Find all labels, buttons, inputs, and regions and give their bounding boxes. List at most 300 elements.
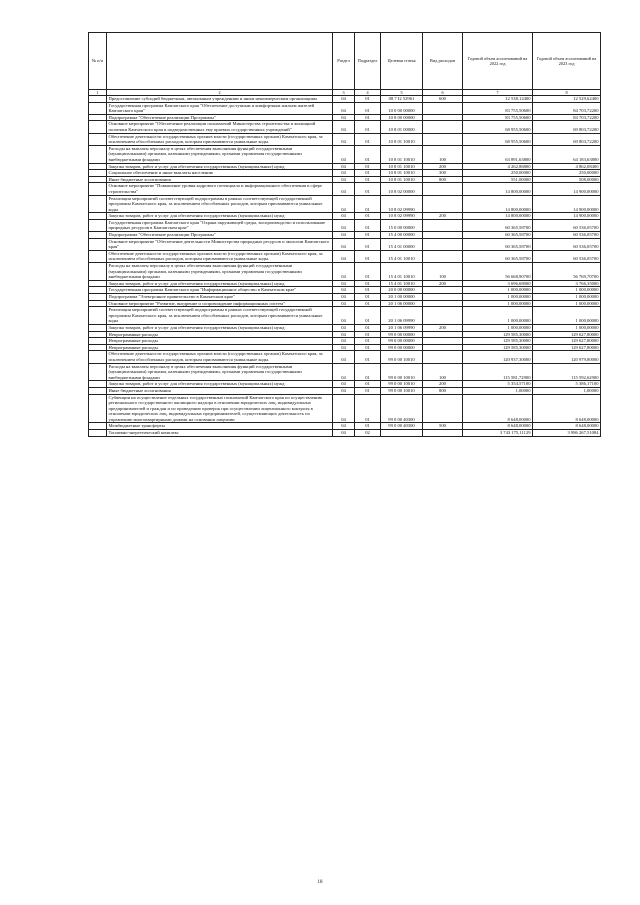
row-article-cell: 99 0 00 10010: [381, 363, 423, 381]
row-volume-2022-cell: 129 585,30000: [463, 338, 533, 345]
row-index-cell: [89, 238, 107, 250]
row-expense-type-cell: [423, 232, 463, 239]
row-name-cell: Обеспечение деятельности государственных органов власти (государственных органов) Камчатского края, за исключением обособленных расходов, которым присваиваются уникальные коды.: [107, 351, 333, 363]
table-row: [89, 102, 601, 114]
row-section-cell: 04: [333, 121, 355, 133]
row-volume-2023-cell: 84 703,72200: [533, 102, 601, 114]
row-name-cell: Закупка товаров, работ и услуг для обеспечения государственных (муниципальных) нужд: [107, 280, 333, 287]
row-section-cell: 04: [333, 232, 355, 239]
row-article-cell: 99 0 00 00000: [381, 331, 423, 338]
row-volume-2023-cell: 12 529,62400: [533, 96, 601, 103]
row-name-cell: Топливно-энергетический комплекс: [107, 430, 333, 437]
row-volume-2022-cell: 12 538,12400: [463, 96, 533, 103]
row-index-cell: [89, 102, 107, 114]
row-volume-2022-cell: 129 585,30000: [463, 331, 533, 338]
row-name-cell: Закупка товаров, работ и услуг для обеспечения государственных (муниципальных) нужд: [107, 163, 333, 170]
row-article-cell: 10 8 00 00000: [381, 114, 423, 121]
row-index-cell: [89, 307, 107, 325]
row-expense-type-cell: [423, 250, 463, 262]
row-index-cell: [89, 294, 107, 301]
row-article-cell: 15 4 01 10010: [381, 263, 423, 281]
row-article-cell: 20 1 00 00000: [381, 294, 423, 301]
row-expense-type-cell: [423, 300, 463, 307]
row-subsection-cell: 01: [355, 294, 381, 301]
row-index-cell: [89, 430, 107, 437]
row-subsection-cell: 01: [355, 96, 381, 103]
row-subsection-cell: 01: [355, 280, 381, 287]
row-section-cell: 04: [333, 213, 355, 220]
header-volume-2023: Годовой объем ассигнований на 2023 год: [533, 33, 601, 90]
row-index-cell: [89, 163, 107, 170]
row-volume-2022-cell: 14 800,00000: [463, 195, 533, 213]
row-section-cell: 04: [333, 381, 355, 388]
row-volume-2023-cell: 508,00000: [533, 176, 601, 183]
row-name-cell: Основное мероприятие "Обеспечение реализации полномочий Министерства строительства и жилищной политики Камчатского края и подведомственных ему краевых государственных учреждений": [107, 121, 333, 133]
row-article-cell: 99 0 00 10010: [381, 387, 423, 394]
row-volume-2022-cell: 8 648,00000: [463, 394, 533, 423]
column-number: 2: [107, 90, 333, 96]
table-row: [89, 280, 601, 287]
row-subsection-cell: 01: [355, 381, 381, 388]
row-volume-2022-cell: 1 000,00000: [463, 324, 533, 331]
row-index-cell: [89, 394, 107, 423]
row-expense-type-cell: 500: [423, 423, 463, 430]
row-subsection-cell: 01: [355, 287, 381, 294]
row-article-cell: 10 8 02 09990: [381, 195, 423, 213]
row-section-cell: 04: [333, 219, 355, 231]
row-index-cell: [89, 263, 107, 281]
row-subsection-cell: 01: [355, 102, 381, 114]
row-subsection-cell: 01: [355, 394, 381, 423]
table-row: [89, 394, 601, 423]
budget-table: [88, 32, 601, 437]
row-article-cell: 10 8 01 00000: [381, 121, 423, 133]
row-volume-2022-cell: 56 668,90700: [463, 263, 533, 281]
table-row: [89, 232, 601, 239]
row-section-cell: 04: [333, 287, 355, 294]
row-section-cell: 04: [333, 183, 355, 195]
row-section-cell: 04: [333, 344, 355, 351]
row-volume-2023-cell: 60 536,05700: [533, 232, 601, 239]
row-subsection-cell: 02: [355, 430, 381, 437]
row-subsection-cell: 01: [355, 387, 381, 394]
column-number: 5: [381, 90, 423, 96]
row-section-cell: 04: [333, 238, 355, 250]
table-row: [89, 338, 601, 345]
row-volume-2023-cell: 1 000,00000: [533, 300, 601, 307]
row-volume-2022-cell: 3 696,68000: [463, 280, 533, 287]
row-expense-type-cell: 100: [423, 263, 463, 281]
row-expense-type-cell: [423, 294, 463, 301]
row-section-cell: 04: [333, 195, 355, 213]
row-subsection-cell: 01: [355, 338, 381, 345]
table-row: [89, 381, 601, 388]
row-article-cell: [381, 430, 423, 437]
row-subsection-cell: 01: [355, 163, 381, 170]
row-article-cell: 20 1 06 09990: [381, 307, 423, 325]
row-expense-type-cell: [423, 219, 463, 231]
table-row: [89, 250, 601, 262]
row-expense-type-cell: [423, 394, 463, 423]
table-row: [89, 344, 601, 351]
row-name-cell: Непрограммные расходы: [107, 344, 333, 351]
row-volume-2022-cell: 115 581,72900: [463, 363, 533, 381]
row-expense-type-cell: [423, 430, 463, 437]
row-index-cell: [89, 338, 107, 345]
row-name-cell: Основное мероприятие "Обеспечение деятельности Министерства природных ресурсов и экологии Камчатского края": [107, 238, 333, 250]
row-name-cell: Обеспечение деятельности государственных органов власти (государственных органов) Камчатского края, за исключением обособленных расходов, которым присваиваются уникальные коды.: [107, 133, 333, 145]
row-article-cell: 15 4 01 00000: [381, 238, 423, 250]
table-row: [89, 238, 601, 250]
table-row: [89, 163, 601, 170]
row-name-cell: Реализация мероприятий соответствующей подпрограммы в рамках соответствующей государственной программы Камчатского края, за исключением обособленных расходов, которым присваиваются уникальные коды: [107, 195, 333, 213]
row-subsection-cell: 01: [355, 331, 381, 338]
row-volume-2022-cell: 63 891,63800: [463, 145, 533, 163]
row-volume-2022-cell: 551,00000: [463, 176, 533, 183]
row-name-cell: Основное мероприятие "Развитие, внедрение и сопровождение информационных систем": [107, 300, 333, 307]
row-index-cell: [89, 280, 107, 287]
row-volume-2022-cell: 14 800,00000: [463, 213, 533, 220]
row-volume-2022-cell: 60 365,58700: [463, 219, 533, 231]
row-subsection-cell: 01: [355, 176, 381, 183]
row-volume-2023-cell: 1 000,00000: [533, 307, 601, 325]
table-row: [89, 430, 601, 437]
row-section-cell: 04: [333, 114, 355, 121]
row-volume-2023-cell: 5 386,17100: [533, 381, 601, 388]
table-row: [89, 351, 601, 363]
row-volume-2022-cell: 1 000,00000: [463, 307, 533, 325]
row-name-cell: Государственная программа Камчатского края "Обеспечение доступным и комфортным жильем жителей Камчатского края": [107, 102, 333, 114]
row-article-cell: 99 0 00 40300: [381, 423, 423, 430]
row-index-cell: [89, 287, 107, 294]
column-number: 3: [333, 90, 355, 96]
row-section-cell: 04: [333, 331, 355, 338]
row-expense-type-cell: [423, 287, 463, 294]
row-subsection-cell: 01: [355, 195, 381, 213]
row-article-cell: 20 1 06 09990: [381, 324, 423, 331]
row-expense-type-cell: 600: [423, 96, 463, 103]
row-volume-2023-cell: 69 803,72200: [533, 133, 601, 145]
row-volume-2022-cell: 60 365,58700: [463, 232, 533, 239]
row-name-cell: Расходы на выплаты персоналу в целях обеспечения выполнения функций государственными (муниципальными) органами, казенными учреждениями, органами управления государственными внебюджетными фондами: [107, 145, 333, 163]
row-subsection-cell: 01: [355, 232, 381, 239]
row-expense-type-cell: [423, 114, 463, 121]
row-name-cell: Государственная программа Камчатского края "Охрана окружающей среды, воспроизводство и использование природных ресурсов в Камчатском крае": [107, 219, 333, 231]
row-volume-2023-cell: 84 703,72200: [533, 114, 601, 121]
row-index-cell: [89, 351, 107, 363]
table-row: [89, 387, 601, 394]
row-expense-type-cell: 200: [423, 280, 463, 287]
row-name-cell: Социальное обеспечение и иные выплаты населению: [107, 170, 333, 177]
row-volume-2022-cell: 1 000,00000: [463, 294, 533, 301]
row-volume-2022-cell: 60 365,58700: [463, 250, 533, 262]
row-name-cell: Непрограммные расходы: [107, 331, 333, 338]
row-article-cell: 20 1 06 00000: [381, 300, 423, 307]
row-expense-type-cell: 200: [423, 324, 463, 331]
row-name-cell: Непрограммные расходы: [107, 338, 333, 345]
row-expense-type-cell: [423, 195, 463, 213]
row-index-cell: [89, 195, 107, 213]
header-section: Раздел: [333, 33, 355, 90]
row-section-cell: 04: [333, 170, 355, 177]
table-header-row: [89, 33, 601, 90]
row-section-cell: 04: [333, 387, 355, 394]
table-row: [89, 307, 601, 325]
row-index-cell: [89, 114, 107, 121]
row-section-cell: 04: [333, 363, 355, 381]
row-name-cell: Закупка товаров, работ и услуг для обеспечения государственных (муниципальных) нужд: [107, 324, 333, 331]
row-volume-2022-cell: 60 365,58700: [463, 238, 533, 250]
row-section-cell: 04: [333, 102, 355, 114]
row-volume-2023-cell: 250,00000: [533, 170, 601, 177]
row-expense-type-cell: [423, 121, 463, 133]
row-name-cell: Основное мероприятие "Повышение уровня кадрового потенциала и информационного обеспечения в сфере строительства": [107, 183, 333, 195]
row-section-cell: 04: [333, 307, 355, 325]
row-volume-2022-cell: 8 648,00000: [463, 423, 533, 430]
row-expense-type-cell: [423, 307, 463, 325]
row-index-cell: [89, 133, 107, 145]
row-article-cell: 99 0 00 10010: [381, 381, 423, 388]
row-subsection-cell: 01: [355, 145, 381, 163]
table-row: [89, 114, 601, 121]
header-index: № п/п: [89, 33, 107, 90]
row-volume-2023-cell: 129 627,80000: [533, 338, 601, 345]
row-volume-2023-cell: 69 803,72200: [533, 121, 601, 133]
column-number: 6: [423, 90, 463, 96]
row-article-cell: 10 8 02 09990: [381, 213, 423, 220]
row-volume-2023-cell: 14 900,00000: [533, 195, 601, 213]
row-volume-2022-cell: 250,00000: [463, 170, 533, 177]
row-subsection-cell: 01: [355, 263, 381, 281]
row-volume-2022-cell: 5 354,57100: [463, 381, 533, 388]
row-volume-2023-cell: 1 000,00000: [533, 324, 601, 331]
row-article-cell: 15 4 01 10010: [381, 250, 423, 262]
row-name-cell: Расходы на выплаты персоналу в целях обеспечения выполнения функций государственными (муниципальными) органами, казенными учреждениями, органами управления государственными внебюджетными фондами: [107, 363, 333, 381]
row-expense-type-cell: 100: [423, 363, 463, 381]
row-subsection-cell: 01: [355, 183, 381, 195]
row-article-cell: 10 8 01 10010: [381, 163, 423, 170]
row-article-cell: 15 4 00 00000: [381, 232, 423, 239]
table-row: [89, 145, 601, 163]
row-volume-2023-cell: 8 648,00000: [533, 394, 601, 423]
row-volume-2022-cell: 1 000,00000: [463, 287, 533, 294]
row-article-cell: 08 7 I2 52961: [381, 96, 423, 103]
row-article-cell: 99 0 00 00000: [381, 338, 423, 345]
row-subsection-cell: 01: [355, 324, 381, 331]
table-row: [89, 121, 601, 133]
row-volume-2022-cell: 68 955,50600: [463, 121, 533, 133]
row-article-cell: 10 0 00 00000: [381, 102, 423, 114]
row-article-cell: 15 4 01 10010: [381, 280, 423, 287]
row-subsection-cell: 01: [355, 307, 381, 325]
row-name-cell: Подпрограмма "Обеспечение реализации Программы": [107, 114, 333, 121]
row-volume-2023-cell: 3 766,35000: [533, 280, 601, 287]
row-index-cell: [89, 121, 107, 133]
page-number: 18: [317, 880, 323, 885]
row-volume-2023-cell: 14 900,00000: [533, 213, 601, 220]
row-index-cell: [89, 324, 107, 331]
row-expense-type-cell: [423, 351, 463, 363]
row-section-cell: 04: [333, 324, 355, 331]
row-volume-2023-cell: 3 986 267,51084: [533, 430, 601, 437]
row-volume-2022-cell: 83 755,50600: [463, 102, 533, 114]
row-volume-2023-cell: 60 536,05700: [533, 238, 601, 250]
row-expense-type-cell: 800: [423, 387, 463, 394]
header-subsection: Подраздел: [355, 33, 381, 90]
row-subsection-cell: 01: [355, 133, 381, 145]
row-subsection-cell: 01: [355, 213, 381, 220]
table-row: [89, 324, 601, 331]
column-number: 4: [355, 90, 381, 96]
row-subsection-cell: 01: [355, 114, 381, 121]
header-name: [107, 33, 333, 90]
row-index-cell: [89, 344, 107, 351]
row-index-cell: [89, 423, 107, 430]
row-section-cell: 04: [333, 294, 355, 301]
table-row: [89, 300, 601, 307]
row-volume-2023-cell: 120 979,80000: [533, 351, 601, 363]
row-volume-2022-cell: 1 000,00000: [463, 300, 533, 307]
row-article-cell: 20 0 00 00000: [381, 287, 423, 294]
row-subsection-cell: 01: [355, 351, 381, 363]
header-volume-2022: Годовой объем ассигнований на 2022 год: [463, 33, 533, 90]
row-volume-2022-cell: 129 585,30000: [463, 344, 533, 351]
row-volume-2023-cell: 14 900,00000: [533, 183, 601, 195]
row-expense-type-cell: [423, 331, 463, 338]
header-expense-type: Вид расходов: [423, 33, 463, 90]
row-volume-2023-cell: 129 627,80000: [533, 344, 601, 351]
row-section-cell: 04: [333, 145, 355, 163]
row-article-cell: 10 8 01 10010: [381, 176, 423, 183]
row-subsection-cell: 01: [355, 219, 381, 231]
row-expense-type-cell: [423, 133, 463, 145]
row-name-cell: Иные бюджетные ассигнования: [107, 387, 333, 394]
row-subsection-cell: 01: [355, 300, 381, 307]
row-section-cell: 04: [333, 96, 355, 103]
row-name-cell: Иные бюджетные ассигнования: [107, 176, 333, 183]
row-section-cell: 04: [333, 133, 355, 145]
row-expense-type-cell: [423, 102, 463, 114]
row-section-cell: 04: [333, 280, 355, 287]
table-body: [89, 96, 601, 437]
row-name-cell: Закупка товаров, работ и услуг для обеспечения государственных (муниципальных) нужд: [107, 213, 333, 220]
row-section-cell: 04: [333, 430, 355, 437]
column-number: 8: [533, 90, 601, 96]
row-index-cell: [89, 250, 107, 262]
row-article-cell: 99 0 00 00000: [381, 344, 423, 351]
row-section-cell: 04: [333, 176, 355, 183]
row-index-cell: [89, 183, 107, 195]
row-index-cell: [89, 170, 107, 177]
row-name-cell: Подпрограмма "Обеспечение реализации Программы": [107, 232, 333, 239]
row-index-cell: [89, 300, 107, 307]
row-volume-2023-cell: 1,00000: [533, 387, 601, 394]
row-volume-2023-cell: 1 000,00000: [533, 287, 601, 294]
table-row: [89, 219, 601, 231]
table-row: [89, 195, 601, 213]
row-section-cell: 04: [333, 351, 355, 363]
row-name-cell: Межбюджетные трансферты: [107, 423, 333, 430]
row-article-cell: 15 0 00 00000: [381, 219, 423, 231]
row-expense-type-cell: 200: [423, 163, 463, 170]
table-row: [89, 183, 601, 195]
row-volume-2022-cell: 3 743 175,11129: [463, 430, 533, 437]
row-expense-type-cell: [423, 344, 463, 351]
row-expense-type-cell: 200: [423, 381, 463, 388]
row-subsection-cell: 01: [355, 238, 381, 250]
row-subsection-cell: 01: [355, 423, 381, 430]
table-row: [89, 213, 601, 220]
row-section-cell: 04: [333, 394, 355, 423]
row-index-cell: [89, 219, 107, 231]
row-index-cell: [89, 331, 107, 338]
row-article-cell: 10 8 01 10010: [381, 133, 423, 145]
row-index-cell: [89, 387, 107, 394]
row-volume-2023-cell: 60 536,05700: [533, 219, 601, 231]
row-subsection-cell: 01: [355, 121, 381, 133]
table-row: [89, 423, 601, 430]
row-expense-type-cell: 300: [423, 170, 463, 177]
row-section-cell: 04: [333, 423, 355, 430]
row-name-cell: Государственная программа Камчатского края "Информационное общество в Камчатском крае": [107, 287, 333, 294]
row-section-cell: 04: [333, 338, 355, 345]
row-index-cell: [89, 363, 107, 381]
row-name-cell: Предоставление субсидий бюджетным, автономным учреждениям и иным некоммерческим организациям: [107, 96, 333, 103]
row-expense-type-cell: [423, 338, 463, 345]
row-expense-type-cell: [423, 183, 463, 195]
row-name-cell: Закупка товаров, работ и услуг для обеспечения государственных (муниципальных) нужд: [107, 381, 333, 388]
table-row: [89, 133, 601, 145]
row-expense-type-cell: 200: [423, 213, 463, 220]
row-index-cell: [89, 381, 107, 388]
column-number: 7: [463, 90, 533, 96]
row-volume-2023-cell: 1 000,00000: [533, 294, 601, 301]
row-expense-type-cell: 800: [423, 176, 463, 183]
row-article-cell: 10 8 02 00000: [381, 183, 423, 195]
row-section-cell: 04: [333, 250, 355, 262]
row-volume-2022-cell: 68 955,50600: [463, 133, 533, 145]
row-article-cell: 10 8 01 10010: [381, 145, 423, 163]
table-row: [89, 263, 601, 281]
row-index-cell: [89, 213, 107, 220]
table-row: [89, 176, 601, 183]
row-name-cell: Обеспечение деятельности государственных органов власти (государственных органов) Камчатского края, за исключением обособленных расходов, которым присваиваются уникальные коды.: [107, 250, 333, 262]
table-row: [89, 170, 601, 177]
row-volume-2022-cell: 14 800,00000: [463, 183, 533, 195]
row-volume-2023-cell: 8 648,00000: [533, 423, 601, 430]
row-article-cell: 99 0 00 40300: [381, 394, 423, 423]
row-volume-2023-cell: 129 627,80000: [533, 331, 601, 338]
row-volume-2023-cell: 115 592,62900: [533, 363, 601, 381]
row-section-cell: 04: [333, 300, 355, 307]
row-section-cell: 04: [333, 163, 355, 170]
row-volume-2023-cell: 60 536,05700: [533, 250, 601, 262]
table-row: [89, 363, 601, 381]
table-row: [89, 294, 601, 301]
table-row: [89, 331, 601, 338]
table-row: [89, 96, 601, 103]
row-volume-2022-cell: 120 937,30000: [463, 351, 533, 363]
row-expense-type-cell: 100: [423, 145, 463, 163]
row-name-cell: Реализация мероприятий соответствующей подпрограммы в рамках соответствующей государственной программы Камчатского края, за исключением обособленных расходов, которым присваиваются уникальные коды: [107, 307, 333, 325]
row-expense-type-cell: [423, 238, 463, 250]
row-subsection-cell: 01: [355, 344, 381, 351]
row-index-cell: [89, 145, 107, 163]
column-number: 1: [89, 90, 107, 96]
row-name-cell: Субвенции на осуществление отдельных государственных полномочий Камчатского края по осуществлению регионального государственного жилищного надзора в отношении юридических лиц, индивидуальных предпринимателей и граждан и по проведению проверок при осуществлении лицензионного контроля в отношении юридических лиц, индивидуальных предпринимателей, осуществляющих деятельность по управлению многоквартирными домами на основании лицензии: [107, 394, 333, 423]
row-name-cell: Подпрограмма "Электронное правительство в Камчатском крае": [107, 294, 333, 301]
row-volume-2022-cell: 1,00000: [463, 387, 533, 394]
